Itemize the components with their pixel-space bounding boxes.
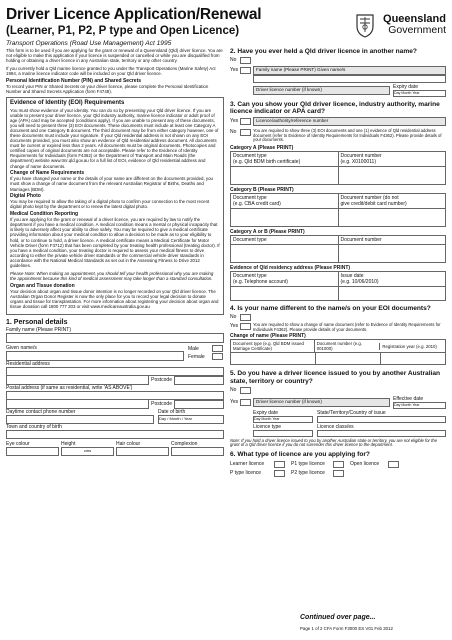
complexion-label: Complexion bbox=[171, 440, 198, 447]
residential-address-field-2[interactable] bbox=[6, 376, 149, 385]
category-ab-heading: Category A or B (Please PRINT) bbox=[230, 229, 305, 236]
postcode-label: Postcode bbox=[151, 377, 172, 384]
category-b-heading: Category B (Please PRINT) bbox=[230, 187, 294, 194]
q5-licence-type-field[interactable] bbox=[253, 430, 313, 437]
daytime-phone-field[interactable] bbox=[6, 415, 154, 424]
category-ab-doc-number-field[interactable] bbox=[339, 245, 447, 263]
category-a-doc-number-field[interactable] bbox=[339, 167, 447, 185]
complexion-field[interactable] bbox=[171, 447, 224, 456]
q3-yes-label: Yes bbox=[230, 118, 239, 125]
q2-name-field-2[interactable] bbox=[253, 75, 446, 83]
p2-licence-label: P2 type licence bbox=[291, 470, 325, 477]
question-6-title: 6. What type of licence are you applying for? bbox=[230, 451, 370, 459]
postal-address-label: Postal address (if same as residential, write 'AS ABOVE') bbox=[6, 384, 133, 391]
q2-yes-label: Yes bbox=[230, 67, 239, 74]
daytime-phone-label: Daytime contact phone number bbox=[6, 408, 76, 415]
dob-field[interactable]: Day / Month / Year bbox=[158, 415, 224, 424]
height-label: Height bbox=[61, 440, 76, 447]
digital-photo-text: You may be required to allow the taking of a digital photo to confirm your connection to the most recent digital photo kept by the department or to renew the latest digital photo. bbox=[10, 199, 210, 210]
q5-expiry-field[interactable]: Day Month Year bbox=[253, 416, 313, 423]
height-field[interactable] bbox=[61, 447, 114, 456]
question-2-title: 2. Have you ever held a Qld driver licence in another name? bbox=[230, 48, 417, 55]
p2-licence-checkbox[interactable] bbox=[333, 470, 344, 477]
q5-expiry-label: Expiry date bbox=[253, 409, 279, 416]
pin-text: To record your PIN or Shared Secrets on your driver licence, please complete the Personal Identification Number and Shared Secrets Application (form F4748). bbox=[6, 83, 209, 94]
eye-colour-field[interactable] bbox=[6, 447, 59, 456]
digital-photo-heading: Digital Photo bbox=[10, 193, 41, 200]
town-country-field[interactable] bbox=[6, 430, 224, 439]
organ-text: Your decision about organ and tissue donor intention is no longer recorded on your Qld driver licence. The Australian Organ Donor Register is now the only place for you to record your legal decision to donate organs and tissue for transplantation. For more information about registering your decision about organ and tissue donation call 1800 777 203 or visit www.medicareaustralia.gov.au bbox=[10, 288, 219, 309]
q4-no-checkbox[interactable] bbox=[240, 314, 251, 321]
question-3-title: 3. Can you show your Qld driver licence, industry authority, marine licence indicator or APA card? bbox=[230, 100, 440, 116]
q5-licence-type-label: Licence type bbox=[253, 423, 282, 430]
q5-no-label: No bbox=[230, 387, 237, 394]
residential-address-field[interactable] bbox=[6, 367, 224, 376]
intro-paragraph-1: This form is to be used if you are applying for the grant or renewal of a Queensland (Qld) driver licence. You are not eligible to make this application if your licence is suspended or cancelled or while you are disqualified from holding or obtaining a driver licence in any Australian state, territory or any other country. bbox=[6, 48, 223, 64]
q3-licence-ref-field[interactable]: Licence/authority/reference number bbox=[253, 117, 446, 126]
eoi-heading: Evidence of Identity (EOI) Requirements bbox=[10, 99, 125, 106]
female-checkbox[interactable] bbox=[212, 353, 223, 360]
eoi-text: You must show evidence of your identity. You can do so by presenting your Qld driver licence. If you are unable to present your driver licence, your Qld industry authority, marine licence indicator or adult proof of age (APA) card may be accepted (conditions apply). If you are unable to present any of these documents, you will need to present three (3) EOI documents. These documents must include at least one Category A document and one Category B document. The third document may be from either category however, one of these documents must include your signature. If your Qld residential address is not shown on any EOI documents provided, you must also show an evidence of Qld residential address document. All documents must be current or expired less than 2 years. All documents must be original documents. Photocopies and certified copies of original documents are not acceptable. Please refer to the Evidence of Identity Requirements for Individuals (form F4362) or the Department of Transport and Main Roads (the department) website www.tmr.qld.gov.au for a full list of EOI, evidence of Qld residential address and change of name documents. bbox=[10, 107, 219, 169]
act-reference: Transport Operations (Road Use Management) Act 1995 bbox=[6, 40, 172, 47]
q3-no-label: No bbox=[230, 128, 237, 135]
right-column: 2. Have you ever held a Qld driver licence in another name? No Yes Family name (Please PRINT) Given name/s Driver licence number (if known) Expiry date Day Month Year 3. Can you show your Qld driver licence, industry authority, marine licence indicator or APA card? Yes Licence/authority/reference number No You are required to show three (3) EOI documents and one (1) evidence of Qld residential address document (refer to Evidence of Identity Requirements for Individuals F4362). Please provide details of your documents. Category A (Please PRINT) Document type (e.g. Qld BDM birth certificate) Document number (e.g. X0100011) Category B (Please PRINT) Document type (e.g. CBA credit card) Document number (do not give credit/debit card number) Category A or B (Please PRINT) Document type Document number Evidence of Qld residency address (Please PRINT) Document type (e.g. Telephone account) Issue date (e.g. 10/06/2010) 4. Is your name different to the name/s on your EOI documents? No Yes You are required to show a change of name document (refer to Evidence of Identity Requirements for Individuals F4362). Please provide details of your documents. Change of name (Please PRINT) Document type (e.g. Qld BDM issued Marriage Certificate) Document number (e.g. 001000) Registration year (e.g. 2010) 5. Do you have a driver licence issued to you by another Australian state, territory or country? No Yes Driver licence number (if known) Effective date Day Month Year Expiry date Day Month Year State/Territory/Country of issue Licence type Licence class/es Note: If you hold a driver licence issued to you by another Australian state or territory, you are not eligible for the grant of a Qld driver licence if you do not surrender this driver licence to the department. 6. What type of licence are you applying for? Learner licence P1 type licence Open licence P type licence P2 type licence bbox=[230, 48, 446, 477]
eoi-requirements-box bbox=[6, 97, 224, 315]
q5-yes-label: Yes bbox=[230, 399, 239, 406]
male-checkbox[interactable] bbox=[212, 345, 223, 352]
q5-licence-class-field[interactable] bbox=[317, 430, 446, 437]
page-footer: Page 1 of 2 CFA Form F3000 ES V01 Feb 2012 bbox=[300, 626, 393, 631]
intro-paragraph-2: If you currently hold a Qld marine licence granted to you under the Transport Operations (Marine Safety) Act 1994, a marine licence indicator code will be included on your Qld driver licence. bbox=[6, 65, 216, 76]
logo-line-2: Government bbox=[388, 24, 446, 36]
continued-over-page: Continued over page... bbox=[300, 614, 376, 621]
postal-postcode-label: Postcode bbox=[151, 401, 172, 408]
medical-text: If you are applying for the grant or renewal of a driver licence, you are required by law to notify the department if you have a medical condition. A medical condition means a mental or physical incapacity that is likely to adversely affect your ability to drive safely. You may be required to give a medical certificate providing information about your medical condition to allow a decision to be made as to your eligibility to hold, or to continue to hold, a driver licence. A medical certificate means a Medical Certificate for Motor Vehicle Driver (form F3712) that has been completed by your treating health professional (treating doctor). If you have a medical condition, your treating doctor is required to assess your medical fitness to drive according to either the private vehicle driver standards or the commercial vehicle driver standards in accordance with the National Medical Standards as set out in the Assessing Fitness to Drive 2012 guidelines. bbox=[10, 217, 220, 269]
q5-effective-label: Effective date bbox=[393, 395, 424, 402]
form-title: Driver Licence Application/Renewal bbox=[6, 6, 262, 23]
residency-heading: Evidence of Qld residency address (Please PRINT) bbox=[230, 265, 351, 272]
medical-heading: Medical Condition Reporting bbox=[10, 211, 79, 218]
change-reg-year-field[interactable] bbox=[381, 353, 446, 365]
category-b-doc-number-field[interactable] bbox=[339, 209, 447, 227]
coat-of-arms-icon bbox=[354, 12, 376, 38]
q2-name-field[interactable]: Family name (Please PRINT) Given name/s bbox=[253, 66, 446, 75]
section-personal-details bbox=[6, 319, 224, 456]
eye-colour-label: Eye colour bbox=[6, 440, 30, 447]
q5-dl-number-field[interactable]: Driver licence number (if known) bbox=[253, 398, 390, 407]
family-name-label: Family name (Please PRINT) bbox=[6, 326, 72, 333]
section-1-title: 1. Personal details bbox=[6, 318, 68, 326]
open-licence-label: Open licence bbox=[350, 461, 380, 468]
medical-note: Please Note: When making an appointment, you should tell your health professional why you are making the appointment because this kind of medical assessment may take longer than a standard consultation. bbox=[10, 270, 214, 281]
q5-state-label: State/Territory/Country of issue bbox=[317, 409, 386, 416]
change-doc-type-field[interactable] bbox=[230, 353, 316, 365]
q4-no-label: No bbox=[230, 314, 237, 321]
q2-expiry-field[interactable]: Day Month Year bbox=[393, 90, 446, 97]
organ-heading: Organ and Tissue donation bbox=[10, 282, 75, 289]
learner-licence-checkbox[interactable] bbox=[274, 461, 285, 468]
residency-issue-date-field[interactable] bbox=[339, 287, 447, 301]
form-subtitle: (Learner, P1, P2, P type and Open Licence) bbox=[6, 25, 240, 37]
category-a-doc-type-field[interactable] bbox=[230, 167, 339, 185]
q2-yes-checkbox[interactable] bbox=[240, 67, 251, 74]
residential-postcode-field[interactable] bbox=[174, 376, 224, 385]
male-label: Male bbox=[188, 345, 199, 352]
q4-yes-label: Yes bbox=[230, 322, 239, 329]
q3-no-instructions: You are required to show three (3) EOI documents and one (1) evidence of Qld residential address document (refer to Evidence of Identity Requirements for Individuals F4362). Please provide details of your documents. bbox=[253, 127, 442, 143]
change-of-name-heading: Change of Name Requirements bbox=[10, 170, 85, 177]
logo-line-1: Queensland bbox=[383, 13, 446, 25]
postal-address-field-2[interactable] bbox=[6, 400, 149, 409]
q2-no-label: No bbox=[230, 57, 237, 64]
cms-unit: cms bbox=[83, 447, 92, 453]
postal-address-field[interactable] bbox=[6, 391, 224, 400]
queensland-government-logo bbox=[354, 6, 446, 50]
q5-licence-class-label: Licence class/es bbox=[317, 423, 354, 430]
p1-licence-checkbox[interactable] bbox=[333, 461, 344, 468]
family-name-field[interactable] bbox=[6, 333, 224, 343]
residency-doc-type-field[interactable] bbox=[230, 287, 339, 301]
pin-heading: Personal Identification Number (PIN) and Shared Secrets bbox=[6, 77, 142, 84]
dob-label: Date of birth bbox=[158, 408, 186, 415]
question-5-title: 5. Do you have a driver licence issued to you by another Australian state, territory or country? bbox=[230, 370, 441, 385]
q3-no-checkbox[interactable] bbox=[240, 129, 251, 136]
given-names-label: Given name/s bbox=[6, 344, 37, 351]
hair-colour-label: Hair colour bbox=[116, 440, 141, 447]
q4-yes-checkbox[interactable] bbox=[240, 323, 251, 330]
p-type-licence-checkbox[interactable] bbox=[274, 470, 285, 477]
female-label: Female bbox=[188, 353, 205, 360]
q5-note: Note: If you hold a driver licence issued to you by another Australian state or territory, you are not eligible for the grant of a Qld driver licence if you do not surrender this driver licence to the department. bbox=[230, 437, 437, 448]
question-4-title: 4. Is your name different to the name/s on your EOI documents? bbox=[230, 305, 431, 313]
q2-dl-number-field[interactable]: Driver licence number (if known) bbox=[253, 86, 390, 95]
change-doc-number-field[interactable] bbox=[316, 353, 381, 365]
hair-colour-field[interactable] bbox=[116, 447, 169, 456]
residential-address-label: Residential address bbox=[6, 360, 50, 367]
change-of-name-text: If you have changed your name or the details of your name are different on the documents provided, you must show a change of name document from the relevant Australian Registrar of Births, Deaths and Marriages (BDM). bbox=[10, 176, 213, 192]
q5-no-checkbox[interactable] bbox=[240, 387, 251, 394]
category-ab-doc-type-field[interactable] bbox=[230, 245, 339, 263]
p1-licence-label: P1 type licence bbox=[291, 461, 325, 468]
p-type-licence-label: P type licence bbox=[230, 470, 262, 477]
q2-expiry-label: Expiry date bbox=[393, 83, 419, 90]
learner-licence-label: Learner licence bbox=[230, 461, 265, 468]
q5-yes-checkbox[interactable] bbox=[240, 399, 251, 406]
postal-postcode-field[interactable] bbox=[174, 400, 224, 409]
category-a-heading: Category A (Please PRINT) bbox=[230, 145, 294, 152]
q3-yes-checkbox[interactable] bbox=[240, 118, 251, 125]
open-licence-checkbox[interactable] bbox=[388, 461, 399, 468]
q4-yes-instructions: You are required to show a change of name document (refer to Evidence of Identity Requirements for Individuals F4362). Please provide details of your documents. bbox=[253, 321, 441, 332]
q2-no-checkbox[interactable] bbox=[240, 57, 251, 64]
given-names-field[interactable] bbox=[6, 351, 184, 361]
left-column bbox=[6, 48, 224, 456]
q5-effective-field[interactable]: Day Month Year bbox=[393, 402, 446, 409]
town-country-label: Town and country of birth bbox=[6, 423, 62, 430]
category-b-doc-type-field[interactable] bbox=[230, 209, 339, 227]
q5-state-field[interactable] bbox=[317, 416, 446, 423]
change-of-name-section-heading: Change of name (Please PRINT) bbox=[230, 333, 306, 340]
